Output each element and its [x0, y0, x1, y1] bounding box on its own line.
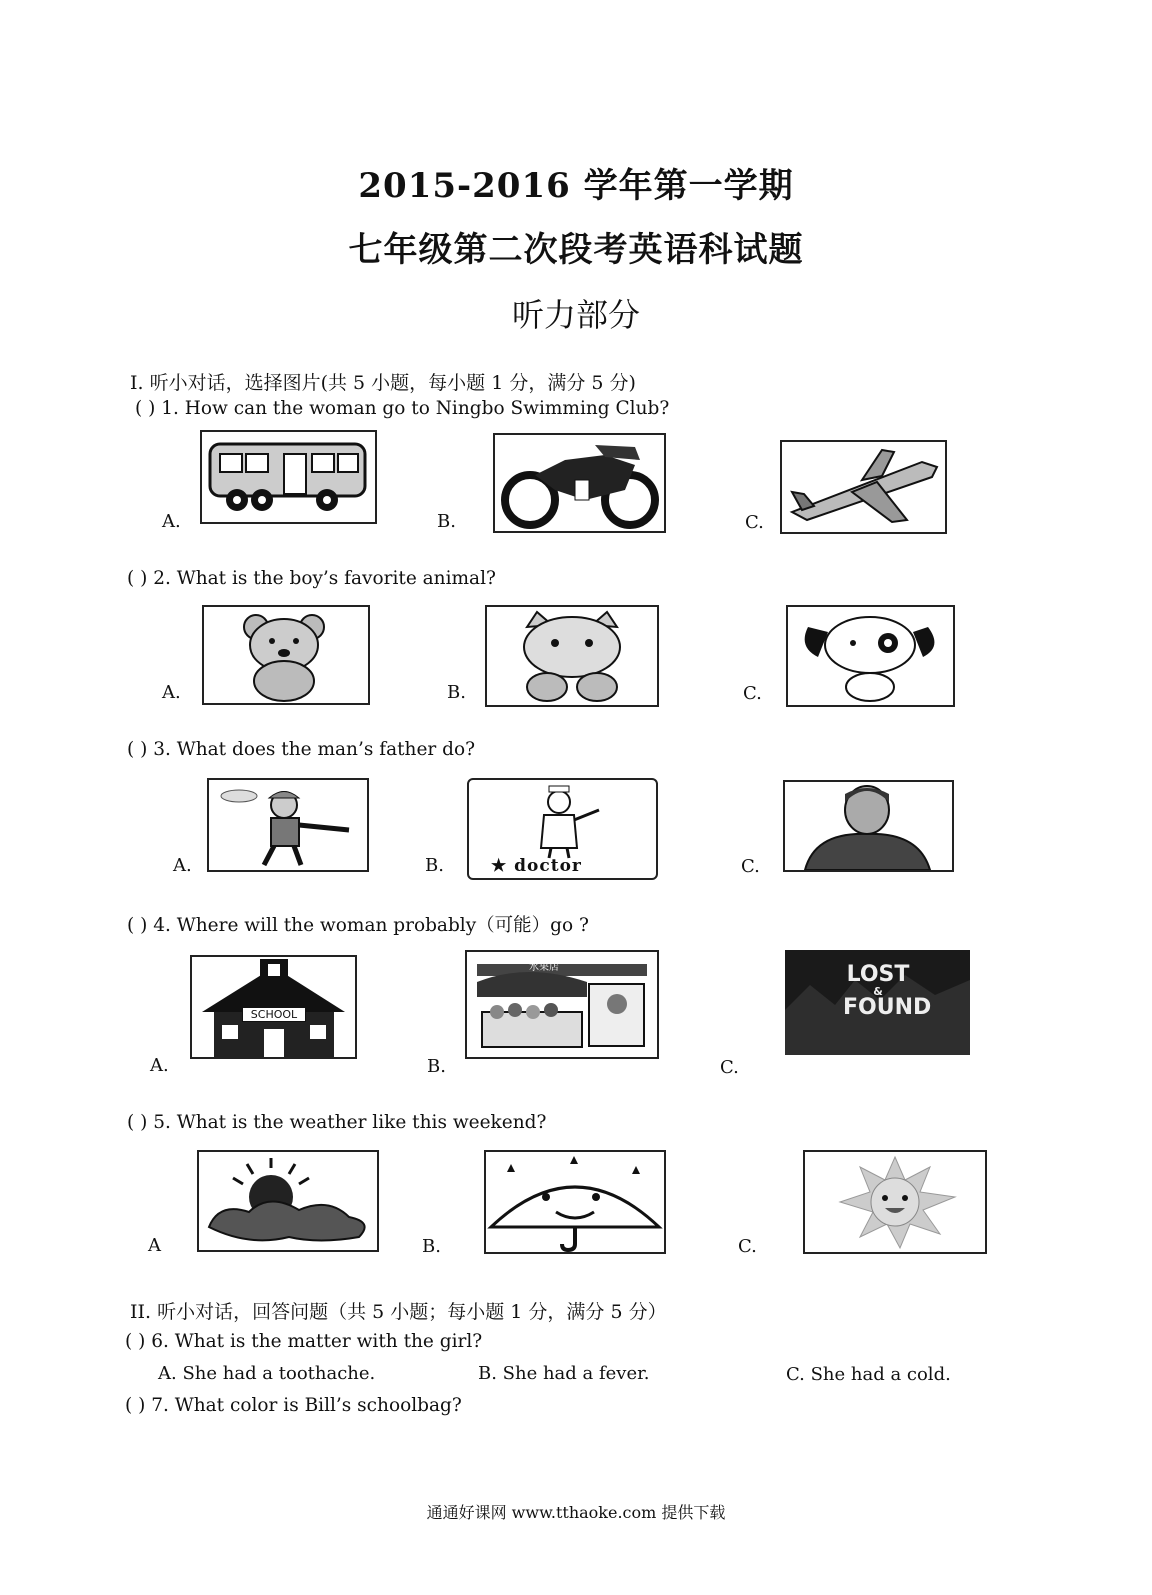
- option-label: B.: [437, 511, 456, 532]
- motorcycle-icon: [493, 433, 666, 533]
- title-line-2: 七年级第二次段考英语科试题: [348, 230, 804, 270]
- bear-icon: [202, 605, 370, 705]
- cloudy-sun-icon: [197, 1150, 379, 1252]
- cat-icon: [485, 605, 659, 707]
- school-sign: SCHOOL: [242, 1007, 306, 1022]
- option-label: A.: [173, 855, 192, 876]
- school-icon: [190, 955, 357, 1059]
- title-line-3: 听力部分: [511, 296, 640, 334]
- q6-option-a: A. She had a toothache.: [158, 1363, 376, 1384]
- umbrella-rain-icon: [484, 1150, 666, 1254]
- footer-text: 通通好课网 www.tthaoke.com 提供下载: [426, 1503, 726, 1522]
- title-line-1: 2015-2016 学年第一学期: [358, 166, 794, 206]
- lost-found-text: [843, 962, 932, 1020]
- section-1-heading: I. 听小对话，选择图片(共 5 小题，每小题 1 分，满分 5 分): [130, 372, 636, 394]
- option-label: C.: [745, 512, 764, 533]
- dog-icon: [786, 605, 955, 707]
- option-label: B.: [425, 855, 444, 876]
- q6-option-c: C. She had a cold.: [786, 1364, 951, 1385]
- man-icon: [783, 780, 954, 872]
- question-5: ( ) 5. What is the weather like this weekend?: [127, 1112, 547, 1133]
- bus-icon: [200, 430, 377, 524]
- section-2-heading: II. 听小对话，回答问题（共 5 小题；每小题 1 分，满分 5 分）: [130, 1301, 667, 1323]
- sun-icon: [803, 1150, 987, 1254]
- option-label: B.: [427, 1056, 446, 1077]
- option-label: C.: [741, 856, 760, 877]
- lost-and-found-icon: [785, 950, 970, 1055]
- question-1: ( ) 1. How can the woman go to Ningbo Swimming Club?: [135, 398, 670, 419]
- option-label: B.: [422, 1236, 441, 1257]
- option-label: C.: [743, 683, 762, 704]
- lost-found-bottom: FOUND: [843, 995, 932, 1020]
- question-7: ( ) 7. What color is Bill’s schoolbag?: [125, 1395, 462, 1416]
- option-label: A: [148, 1235, 161, 1256]
- worker-icon: [207, 778, 369, 872]
- question-3: ( ) 3. What does the man’s father do?: [127, 739, 476, 760]
- question-4: ( ) 4. Where will the woman probably（可能）go ?: [127, 915, 589, 936]
- shop-sign: 水果店: [529, 962, 559, 973]
- airplane-icon: [780, 440, 947, 534]
- question-6: ( ) 6. What is the matter with the girl?: [125, 1331, 483, 1352]
- question-2: ( ) 2. What is the boy’s favorite animal?: [127, 568, 496, 589]
- doctor-caption: ★ doctor: [491, 856, 582, 876]
- option-label: B.: [447, 682, 466, 703]
- option-label: C.: [738, 1236, 757, 1257]
- fruit-shop-icon: [465, 950, 659, 1059]
- doctor-icon: [467, 778, 658, 880]
- option-label: A.: [162, 511, 181, 532]
- option-label: C.: [720, 1057, 739, 1078]
- lost-found-mid: &: [873, 985, 883, 998]
- option-label: A.: [162, 682, 181, 703]
- q6-option-b: B. She had a fever.: [478, 1363, 650, 1384]
- option-label: A.: [150, 1055, 169, 1076]
- lost-found-top: LOST: [846, 962, 910, 987]
